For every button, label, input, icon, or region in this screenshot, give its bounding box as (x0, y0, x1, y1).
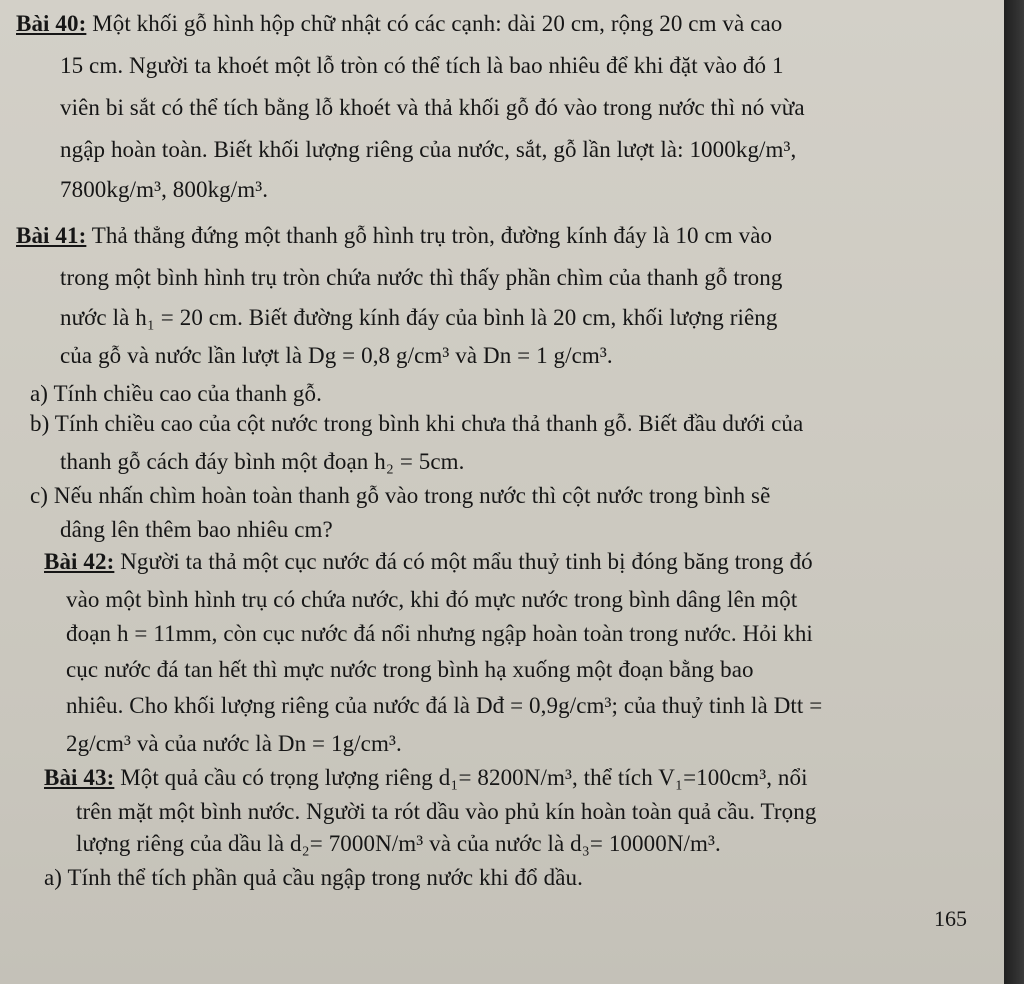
problem-41-line-1 (16, 222, 772, 250)
problem-41-line-2: trong một bình hình trụ tròn chứa nước thì thấy phần chìm của thanh gỗ trong (60, 265, 783, 290)
problem-43-text: Một quả cầu có trọng lượng riêng d₁= 8200N/m³, thể tích V₁=100cm³, nổi (114, 765, 808, 790)
problem-40-line-5: 7800kg/m³, 800kg/m³. (60, 177, 269, 202)
problem-42-label: Bài 42: (44, 549, 115, 574)
problem-42-line-4: cục nước đá tan hết thì mực nước trong bình hạ xuống một đoạn bằng bao (66, 657, 754, 682)
book-edge-shadow (1004, 0, 1024, 984)
problem-40-line-1 (16, 10, 782, 38)
problem-42-text: Người ta thả một cục nước đá có một mẩu thuỷ tinh bị đóng băng trong đó (114, 549, 813, 574)
problem-41-line-3: nước là h₁ = 20 cm. Biết đường kính đáy của bình là 20 cm, khối lượng riêng (60, 305, 778, 330)
problem-42-line-1 (44, 548, 813, 576)
problem-40-line-2: 15 cm. Người ta khoét một lỗ tròn có thể tích là bao nhiêu để khi đặt vào đó 1 (60, 53, 784, 78)
problem-41-line-4: của gỗ và nước lần lượt là Dg = 0,8 g/cm³ và Dn = 1 g/cm³. (60, 343, 613, 368)
problem-42-line-2: vào một bình hình trụ có chứa nước, khi đó mực nước trong bình dâng lên một (66, 587, 798, 612)
problem-43-part-a: a) Tính thể tích phần quả cầu ngập trong nước khi đổ dầu. (44, 865, 583, 890)
problem-40-line-3: viên bi sắt có thể tích bằng lỗ khoét và thả khối gỗ đó vào trong nước thì nó vừa (60, 95, 805, 120)
problem-41-part-a: a) Tính chiều cao của thanh gỗ. (30, 381, 322, 406)
problem-42-line-3: đoạn h = 11mm, còn cục nước đá nổi nhưng ngập hoàn toàn trong nước. Hỏi khi (66, 621, 813, 646)
problem-42-line-5: nhiêu. Cho khối lượng riêng của nước đá là Dđ = 0,9g/cm³; của thuỷ tinh là Dtt = (66, 693, 823, 718)
problem-40-label: Bài 40: (16, 11, 87, 36)
problem-41-part-b-cont: thanh gỗ cách đáy bình một đoạn h₂ = 5cm. (60, 449, 465, 474)
problem-41-part-c: c) Nếu nhấn chìm hoàn toàn thanh gỗ vào trong nước thì cột nước trong bình sẽ (30, 483, 771, 508)
page-number: 165 (934, 906, 967, 931)
problem-40-text: Một khối gỗ hình hộp chữ nhật có các cạnh: dài 20 cm, rộng 20 cm và cao (86, 11, 783, 36)
problem-41-label: Bài 41: (16, 223, 87, 248)
problem-43-line-1 (44, 764, 808, 792)
problem-42-line-6: 2g/cm³ và của nước là Dn = 1g/cm³. (66, 731, 402, 756)
problem-41-part-b: b) Tính chiều cao của cột nước trong bình khi chưa thả thanh gỗ. Biết đầu dưới của (30, 411, 804, 436)
problem-43-line-3: lượng riêng của dầu là d₂= 7000N/m³ và của nước là d₃= 10000N/m³. (76, 831, 721, 856)
problem-41-part-c-cont: dâng lên thêm bao nhiêu cm? (60, 517, 333, 542)
problem-43-line-2: trên mặt một bình nước. Người ta rót dầu vào phủ kín hoàn toàn quả cầu. Trọng (76, 799, 817, 824)
problem-43-label: Bài 43: (44, 765, 115, 790)
problem-41-text: Thả thẳng đứng một thanh gỗ hình trụ tròn, đường kính đáy là 10 cm vào (86, 223, 773, 248)
problem-40-line-4: ngập hoàn toàn. Biết khối lượng riêng của nước, sắt, gỗ lần lượt là: 1000kg/m³, (60, 137, 797, 162)
